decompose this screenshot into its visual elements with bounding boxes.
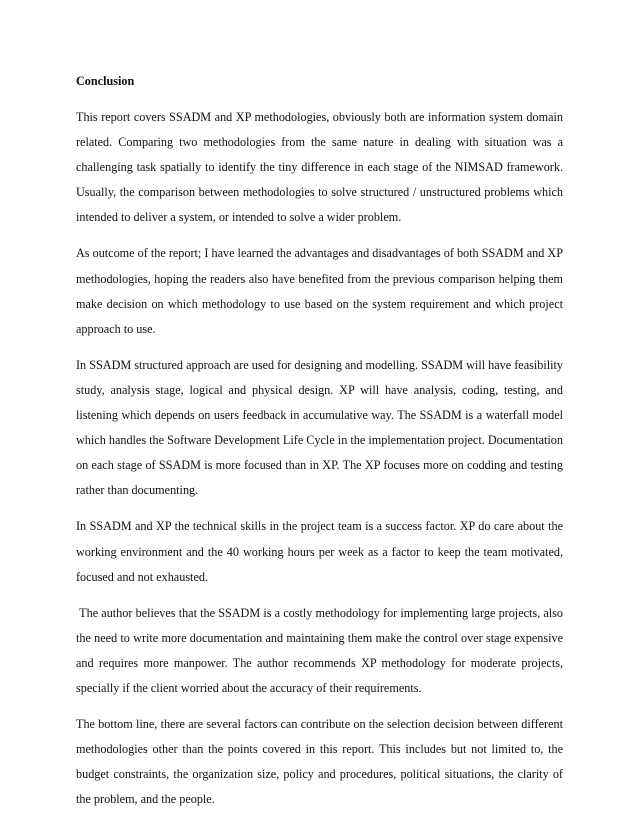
paragraph-approach: In SSADM structured approach are used for designing and modelling. SSADM will have feasibility study, analysis stage, logical and physical design. XP will have analysis, coding, testing, and listening which depends on users feedback in accumulative way. The SSADM is a waterfall model which handles the Software Development Life Cycle in the implementation project. Documentation on each stage of SSADM is more focused than in XP. The XP focuses more on codding and testing rather than documenting. — [76, 357, 563, 498]
section-heading: Conclusion — [76, 74, 135, 88]
paragraph-recommendation: The author believes that the SSADM is a costly methodology for implementing large projects, also the need to write more documentation and maintaining them make the control over stage expensive and requires more manpower. The author recommends XP methodology for moderate projects, specially if the client worried about the accuracy of their requirements. — [76, 605, 567, 695]
paragraph-scope: This report covers SSADM and XP methodologies, obviously both are information system domain related. Comparing two methodologies from the same nature in dealing with situation was a challenging task spatially to identify the tiny difference in each stage of the NIMSAD framework. Usually, the comparison between methodologies to solve structured / unstructured problems which intended to deliver a system, or intended to solve a wider problem. — [76, 110, 563, 225]
paragraph-outcome: As outcome of the report; I have learned the advantages and disadvantages of both SSADM and XP methodologies, hoping the readers also have benefited from the previous comparison helping them make decision on which methodology to use based on the system requirement and which project approach to use. — [76, 246, 563, 336]
paragraph-technical-skills: In SSADM and XP the technical skills in the project team is a success factor. XP do care about the working environment and the 40 working hours per week as a factor to keep the team motivated, focused and not exhausted. — [76, 519, 563, 584]
paragraph-bottom-line: The bottom line, there are several factors can contribute on the selection decision between different methodologies other than the points covered in this report. This includes but not limited to, the budget constraints, the organization size, policy and procedures, political situations, the clarity of the problem, and the people. — [76, 717, 563, 807]
document-body — [76, 70, 567, 823]
